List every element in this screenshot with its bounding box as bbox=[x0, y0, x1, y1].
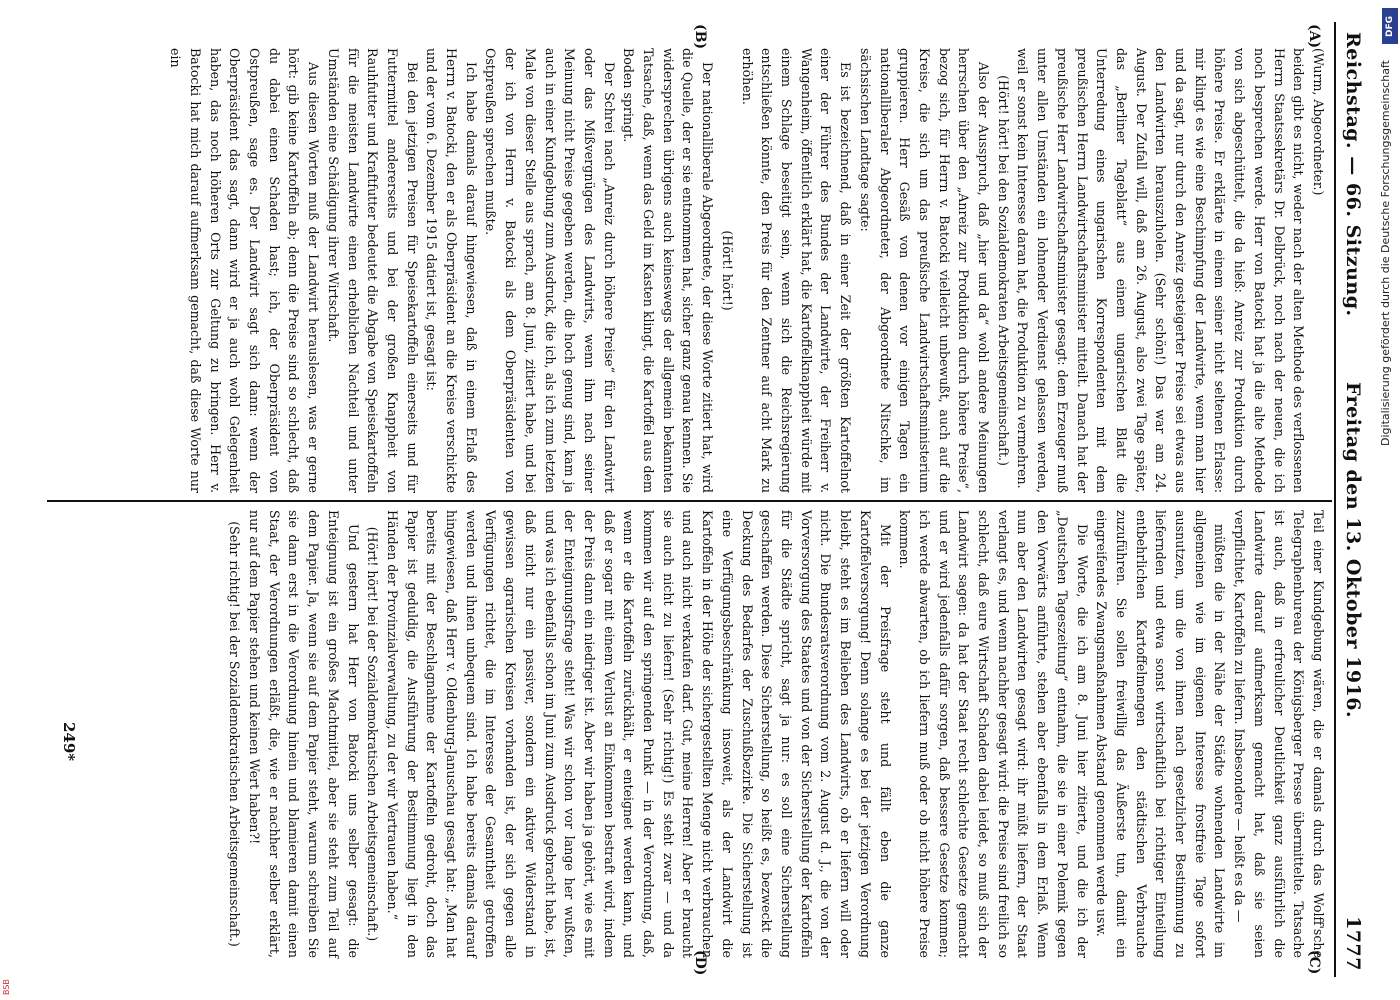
left-column bbox=[58, 22, 1328, 493]
paragraph: (Hört! hört! bei der Sozialdemokratischen Arbeitsgemeinschaft.) bbox=[365, 526, 381, 942]
margin-marker-b: (B) bbox=[692, 24, 708, 50]
paragraph: müßten die in der Nähe der Städte wohnenden Landwirte im allgemeinen wie im eigenen Interesse frostfreie Tage sofort ausnutzen, um die von ihnen nach gesetzlicher Bestimmung zu liefernden und etwa sonst wirtschaftlich bei richtiger Einteilung entbehrlichen Kartoffelmengen den städtischen Verbrauche zuzuführen. Sie sollen freiwillig das Äußerste tun, damit ein eingreifendes Zwangsmaßnahmen Abstand genommen werde usw. bbox=[1094, 510, 1228, 958]
running-header bbox=[1334, 22, 1368, 977]
paragraph: (Hört! hört! bei den Sozialdemokraten Arbeitsgemeinschaft.) bbox=[995, 75, 1011, 466]
header-session: Reichstag. — 66. Sitzung. bbox=[1342, 32, 1364, 317]
paragraph: beiden gibt es nicht, weder nach der alten Methode des verflossenen Herrn Staatssekretärs Dr. Delbrück, noch nach der neuen, die ich noch besprechen werde. Herr von Batocki hat ja die alte Methode von sich abgeschüttelt, die da hieß: Anreiz zur Produktion durch höhere Preise. Er erklärte in einem seiner nicht seltenen Erlasse: mir klingt es wie eine Beschimpfung der Landwirte, wenn man hier und da sagt, nur durch den Anreiz gesteigerter Preise sei etwas aus den Landwirten herauszuholen. (Sehr schön!) Das war am 24. August. Der Zufall will, daß am 26. August, also zwei Tage später, das „Berliner Tageblatt“ aus einem ungarischen Blatt die Unterredung eines ungarischen Korrespondenten mit dem preußischen Herrn Landwirtschaftsminister mitteilt. Danach hat der preußische Herr Landwirtschaftsminister gesagt: dem Erzeuger muß unter allen Umständen ein lohnender Verdienst gelassen werden, weil er sonst kein Interesse daran hat, die Produktion zu vermehren. bbox=[1015, 48, 1307, 493]
margin-marker-a: (A) bbox=[1306, 24, 1322, 49]
paragraph: Mit der Preisfrage steht und fällt eben die ganze Kartoffelversorgung! Denn solange es bei der jetzigen Verordnung bleibt, steht es im Belieben des Landwirts, ob er liefern will oder nicht. Die Bundesratsverordnung vom 2. August d. J., die von der Vorversorgung des Staates und von der Sicherstellung der Kartoffeln für die Städte spricht, sagt ja nur: es soll eine Sicherstellung geschaffen werden. Diese Sicherstellung, so heißt es, bezweckt die Deckung des Bedarfes der Zuschußbezirke. Die Sicherstellung ist eine Verfügungsbeschränkung insoweit, als der Landwirt die Kartoffeln in der Höhe der sichergestellten Menge nicht verbrauchen und auch nicht verkaufen darf. Gut, meine Herren! Aber er braucht sie auch nicht zu liefern! (Sehr richtig!) Es steht zwar — und da kommen wir auf den springenden Punkt — in der Verordnung, daß, wenn er die Kartoffeln zurückhält, er enteignet werden kann, und daß er sogar mit einem Verlust an Einkommen bestraft wird, indem der Preis dann ein niedriger ist. Aber wir haben ja gehört, wie es mit der Enteignungsfrage steht! Was wir schon vor lange her wußten, und was ich ebenfalls schon im Juni zum Ausdruck gebracht habe, ist, daß nicht nur ein passiver, sondern ein aktiver Widerstand in gewissen agrarischen Kreisen vorhanden ist, der sich gegen alle Verfügungen richtet, die im Interesse der Gesamtheit getroffen werden und ihnen unbequem sind. Ich habe bereits damals darauf hingewiesen, daß Herr v. Oldenburg-Januschau gesagt hat: „Man hat bereits mit der Beschlagnahme der Kartoffeln gedroht, doch das Papier ist geduldig, die Ausführung der Bestimmung liegt in den Händen der Provinzialverwaltung, zu der wir Vertrauen haben.“ bbox=[384, 510, 893, 958]
paragraph: Ich habe damals darauf hingewiesen, daß in einem Erlaß des Herrn v. Batocki, den er als Oberpräsident an die Kreise verschickte und der vom 6. Dezember 1915 datiert ist, gesagt ist: bbox=[424, 48, 479, 493]
header-date: Freitag den 13. Oktober 1916. bbox=[1342, 382, 1364, 719]
paragraph: (Sehr richtig! bei der Sozialdemokratischen Arbeitsgemeinschaft.) bbox=[227, 521, 243, 947]
paragraph: Die Worte, die ich am 8. Juni hier zitierte, und die ich der „Deutschen Tageszeitung“ entnahm, die sie in einer Polemik gegen den Vorwärts anführte, stehen aber ebenfalls in dem Erlaß. Wenn nun aber den Landwirten gesagt wird: ihr müßt liefern, der Staat verlangt es, und wenn nachher gesagt wird: die Preise sind freilich so schlecht, daß eure Wirtschaft Schaden dabei leidet, so muß sich der Landwirt sagen: da hat der Staat recht schlechte Gesetze gemacht und er wird jedenfalls dafür sorgen, daß bessere Gesetze kommen; ich werde abwarten, ob ich liefern muß oder ob nicht höhere Preise kommen. bbox=[897, 510, 1090, 958]
paragraph: Und gestern hat Herr von Batocki uns selber gesagt: die Enteignung ist ein großes Machtmittel, aber sie steht zum Teil auf dem Papier. Ja, wenn sie auf dem Papier steht, warum schreiben Sie sie dann erst in die Verordnung hinein und blamieren damit einen Staat, der Verordnungen erläßt, die, wie er nachher selber erklärt, nur auf dem Papier stehen und keinen Wert haben?! bbox=[247, 510, 361, 958]
header-page-number: 1777 bbox=[1342, 916, 1364, 971]
library-stamp: BSB bbox=[2, 979, 11, 995]
paragraph: Aus diesen Worten muß der Landwirt herauslesen, was er gerne hört: gib keine Kartoffeln ab; denn die Preise sind so schlecht, daß du dabei einen Schaden hast; ich, der Oberpräsident von Ostpreußen, sage es. Der Landwirt sagt sich dann: wenn der Oberpräsident das sagt, dann wird er ja auch wohl Gelegenheit haben, das noch höheren Orts zur Geltung zu bringen. Herr v. Batocki hat mich darauf aufmerksam gemacht, daß diese Worte nur ein bbox=[168, 48, 322, 493]
column-divider bbox=[47, 500, 1332, 502]
paragraph: Der Schrei nach „Anreiz durch höhere Preise“ für den Landwirt oder das Mißvergnügen des Landwirts, wenn ihm nach seiner Meinung nicht Preise gegeben werden, die hoch genug sind, kam ja auch in einer Kundgebung zum Ausdruck, die ich, als ich zum letzten Male von dieser Stelle aus sprach, am 8. Juni, zitiert habe, und bei der ich von Herrn v. Batocki als dem Oberpräsidenten von Ostpreußen sprechen mußte. bbox=[483, 48, 617, 493]
paragraph: (Hört! hört!) bbox=[719, 230, 735, 311]
margin-marker-c: (C) bbox=[1306, 950, 1322, 975]
scanned-page bbox=[38, 22, 1368, 977]
paragraph: Es ist bezeichnend, daß in einer Zeit der größten Kartoffelnot einer der Führer des Bundes der Landwirte, der Freiherr v. Wangenheim, öffentlich erklärt hat, die Kartoffelknappheit würde mit einem Schlage beseitigt sein, wenn sich die Reichsregierung entschließen könnte, den Preis für den Zentner auf acht Mark zu erhöhen. bbox=[739, 48, 854, 493]
paragraph: Bei den jetzigen Preisen für Speisekartoffeln einerseits und für Futtermittel andererseits und bei der großen Knappheit von Rauhfutter und Kraftfutter bedeutet die Abgabe von Speisekartoffeln für die meisten Landwirte einen erheblichen Nachteil und unter Umständen eine Schädigung ihrer Wirtschaft. bbox=[325, 48, 420, 493]
folio-number: 249* bbox=[60, 722, 78, 762]
dfg-logo: DFG bbox=[1382, 8, 1398, 44]
right-column bbox=[58, 510, 1328, 976]
paragraph: Also der Ausspruch, daß „hier und da“ wohl andere Meinungen herrschen über den „Anreiz zur Produktion durch höhere Preise“, bezog sich, für Herrn v. Batocki vielleicht unbewußt, auch auf die Kreise, die sich um das preußische Landwirtschaftsministerium gruppieren. Herr Gesäß von denen vor einigen Tagen ein nationalliberaler Abgeordneter, der Abgeordnete Nitschke, im sächsischen Landtage sagte: bbox=[857, 48, 992, 493]
margin-marker-d: (D) bbox=[692, 950, 708, 976]
paragraph: Der nationalliberale Abgeordnete, der diese Worte zitiert hat, wird die Quelle, der er sie entnommen hat, sicher ganz genau kennen. Sie widersprechen übrigens auch keineswegs der allgemein bekannten Tatsache, daß, wenn das Geld im Kasten klingt, die Kartoffel aus dem Boden springt. bbox=[621, 48, 716, 493]
digitization-credit: Digitalisierung gefördert durch die Deutsche Forschungsgemeinschaft bbox=[1379, 60, 1392, 446]
paragraph: (Wurm, Abgeordneter.) bbox=[1311, 48, 1326, 196]
paragraph: Teil einer Kundgebung wären, die er damals durch das Wolff'sche Telegraphenbureau der Königsberger Presse übermittelte. Tatsache ist auch, daß in erfreulicher Deutlichkeit ganz ausführlich die Landwirte darauf aufmerksam gemacht hat, daß sie seien verpflichtet, Kartoffeln zu liefern. Insbesondere — heißt es da — bbox=[1232, 510, 1326, 958]
